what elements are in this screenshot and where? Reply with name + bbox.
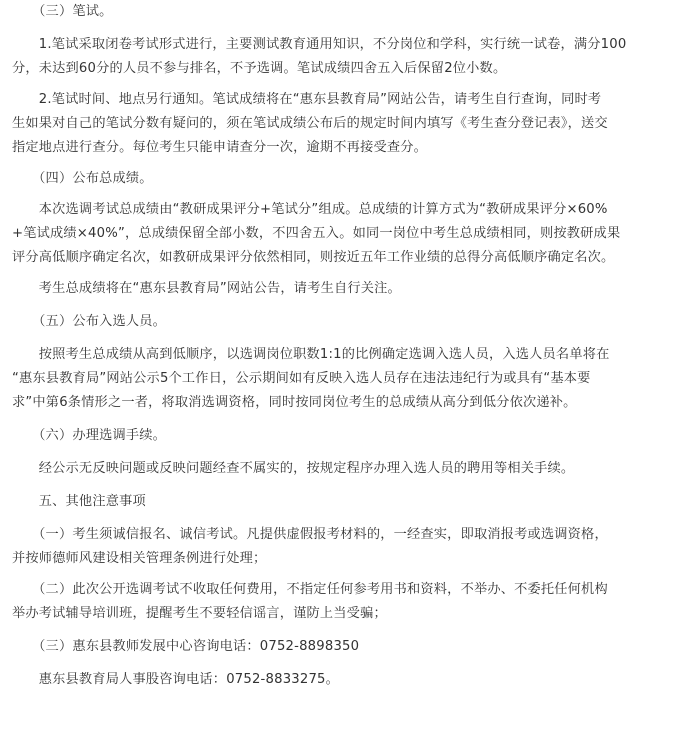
paragraph-line: 评分高低顺序确定名次，如教研成果评分依然相同，则按近五年工作业绩的总得分高低顺序确定名次。 [12,250,615,265]
paragraph-line: 分，未达到60分的人员不参与排名，不予选调。笔试成绩四舍五入后保留2位小数。 [12,61,507,76]
document-body [12,0,684,692]
section-heading-total-score: （四）公布总成绩。 [12,171,153,186]
paragraph-line: 经公示无反映问题或反映问题经查不属实的，按规定程序办理入选人员的聘用等相关手续。 [12,461,575,476]
paragraph-line: 举办考试辅导培训班，提醒考生不要轻信谣言，谨防上当受骗； [12,606,387,621]
paragraph-line: （一）考生须诚信报名、诚信考试。凡提供虚假报考材料的，一经查实，即取消报考或选调资格， [12,527,608,542]
paragraph-line: 生如果对自己的笔试分数有疑问的，须在笔试成绩公布后的规定时间内填写《考生查分登记表》，送交 [12,116,608,131]
section-heading-other-notes: 五、其他注意事项 [12,494,146,509]
paragraph-line: 2.笔试时间、地点另行通知。笔试成绩将在“惠东县教育局”网站公告，请考生自行查询，同时考 [12,92,602,107]
paragraph-line: +笔试成绩×40%”，总成绩保留全部小数，不四舍五入。如同一岗位中考生总成绩相同，则按教研成果 [12,226,621,241]
paragraph-line: 按照考生总成绩从高到低顺序，以选调岗位职数1:1的比例确定选调入选人员，入选人员名单将在 [12,347,610,362]
contact-phone-teacher-center: （三）惠东县教师发展中心咨询电话：0752-8898350 [12,639,360,654]
paragraph-line: 并按师德师风建设相关管理条例进行处理； [12,551,267,566]
paragraph-line: 本次选调考试总成绩由“教研成果评分+笔试分”组成。总成绩的计算方式为“教研成果评分×60% [12,202,608,217]
paragraph-line: 指定地点进行查分。每位考生只能申请查分一次，逾期不再接受查分。 [12,140,428,155]
contact-phone-education-bureau: 惠东县教育局人事股咨询电话：0752-8833275。 [12,672,340,687]
section-heading-selected-candidates: （五）公布入选人员。 [12,314,167,329]
section-heading-procedures: （六）办理选调手续。 [12,428,167,443]
paragraph-line: 求”中第6条情形之一者，将取消选调资格，同时按同岗位考生的总成绩从高分到低分依次递补。 [12,395,577,410]
paragraph-line: 1.笔试采取闭卷考试形式进行，主要测试教育通用知识，不分岗位和学科，实行统一试卷，满分100 [12,37,627,52]
paragraph-line: （二）此次公开选调考试不收取任何费用，不指定任何参考用书和资料，不举办、不委托任何机构 [12,582,608,597]
section-heading-written-exam: （三）笔试。 [12,4,113,19]
paragraph-line: 考生总成绩将在“惠东县教育局”网站公告，请考生自行关注。 [12,281,401,296]
paragraph-line: “惠东县教育局”网站公示5个工作日，公示期间如有反映入选人员存在违法违纪行为或具有“基本要 [12,371,591,386]
